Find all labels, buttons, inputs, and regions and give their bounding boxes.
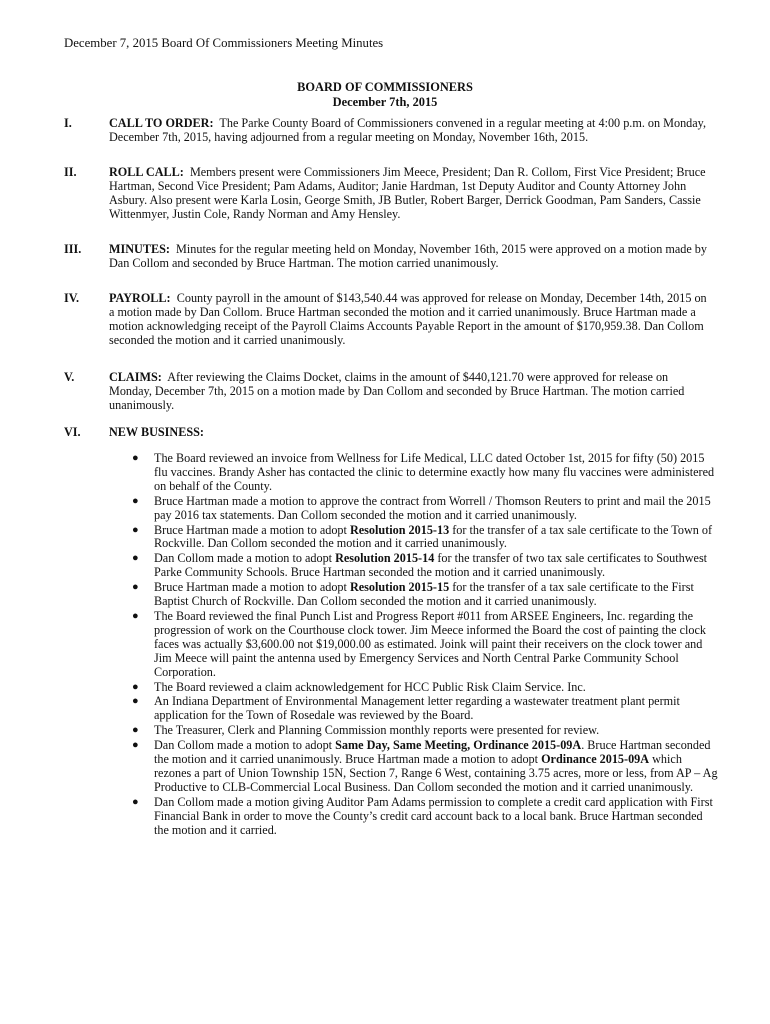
section-label: ROLL CALL: bbox=[109, 165, 184, 179]
list-item bbox=[130, 552, 718, 580]
section-claims bbox=[64, 371, 714, 413]
bullet-icon: ● bbox=[132, 609, 139, 622]
bullet-icon: ● bbox=[132, 695, 139, 708]
list-item-text: The Treasurer, Clerk and Planning Commission monthly reports were presented for review. bbox=[154, 723, 600, 738]
ordinance-title: Same Day, Same Meeting, Ordinance 2015-09A bbox=[335, 738, 582, 753]
section-label: MINUTES: bbox=[109, 242, 170, 256]
list-item-text: Bruce Hartman made a motion to adopt bbox=[154, 522, 350, 537]
section-numeral: VI. bbox=[64, 425, 81, 439]
list-item-text: The Board reviewed a claim acknowledgement for HCC Public Risk Claim Service. Inc. bbox=[154, 679, 586, 694]
resolution-number: Resolution 2015-15 bbox=[349, 580, 450, 595]
document-title bbox=[0, 80, 770, 109]
list-item-text: Bruce Hartman made a motion to adopt bbox=[154, 580, 350, 595]
section-text: Members present were Commissioners Jim Meece, President; Dan R. Collom, First Vice President; Bruce Hartman, Second Vice President; Pam Adams, Auditor; Janie Hardman, 1st Deputy Auditor and County Attorney John Asbury. Also present were Karla Losin, George Smith, JB Butler, Robert Barger, Derrick Goodman, Pam Sanders, Cassie Wittenmyer, Justin Cole, Randy Norman and Amy Hensley. bbox=[109, 165, 706, 221]
section-label: CALL TO ORDER: bbox=[109, 116, 214, 130]
list-item-text: for the transfer of a tax sale certificate to the First Baptist Church of Rockville. Dan Collom seconded the motion and it carried unanimously. bbox=[154, 580, 694, 609]
section-text: The Parke County Board of Commissioners convened in a regular meeting at 4:00 p.m. on Monday, December 7th, 2015, having adjourned from a regular meeting on Monday, November 16th, 2015. bbox=[109, 116, 707, 144]
resolution-number: Resolution 2015-14 bbox=[335, 551, 435, 566]
section-label: NEW BUSINESS: bbox=[109, 425, 204, 439]
list-item bbox=[130, 524, 718, 552]
bullet-icon: ● bbox=[132, 739, 139, 752]
list-item-text: Bruce Hartman made a motion to approve the contract from Worrell / Thomson Reuters to print and mail the 2015 pay 2016 tax statements. Dan Collom seconded the motion and it carried unanimously. bbox=[154, 493, 711, 522]
section-roll-call bbox=[64, 166, 714, 222]
list-item bbox=[130, 695, 718, 723]
section-text: After reviewing the Claims Docket, claims in the amount of $440,121.70 were approved for release on Monday, December 7th, 2015 on a motion made by Dan Collom and seconded by Bruce Hartman. The motion carried unanimously. bbox=[109, 370, 685, 412]
list-item bbox=[130, 681, 718, 695]
section-minutes bbox=[64, 243, 714, 271]
bullet-icon: ● bbox=[132, 724, 139, 737]
running-header: December 7, 2015 Board Of Commissioners Meeting Minutes bbox=[64, 36, 384, 50]
list-item-text: for the transfer of a tax sale certificate to the Town of Rockville. Dan Collom seconded the motion and it carried unanimously. bbox=[154, 522, 713, 551]
section-label: PAYROLL: bbox=[109, 291, 171, 305]
section-label: CLAIMS: bbox=[109, 370, 162, 384]
list-item bbox=[130, 796, 718, 838]
title-board: BOARD OF COMMISSIONERS bbox=[297, 80, 473, 94]
section-numeral: IV. bbox=[64, 291, 80, 305]
section-numeral: III. bbox=[64, 242, 82, 256]
resolution-number: Resolution 2015-13 bbox=[349, 522, 450, 537]
list-item-text: . Bruce Hartman seconded the motion and it carried unanimously. Bruce Hartman made a motion to adopt bbox=[154, 738, 711, 767]
title-date: December 7th, 2015 bbox=[332, 94, 438, 109]
list-item-text: An Indiana Department of Environmental Management letter regarding a wastewater treatment plant permit application for the Town of Rosedale was reviewed by the Board. bbox=[154, 694, 680, 723]
list-item bbox=[130, 724, 718, 738]
bullet-icon: ● bbox=[132, 795, 139, 808]
bullet-icon: ● bbox=[132, 452, 139, 464]
list-item-text: The Board reviewed the final Punch List and Progress Report #011 from ARSEE Engineers, Inc. regarding the progression of work on the Courthouse clock tower. Jim Meece informed the Board the cost of painting the clock faces was actually $3,600.00 not $19,000.00 as estimated. Joink will paint their receivers on the clock tower and Jim Meece will paint the antenna used by Emergency Services and North Central Parke Community School Corporation. bbox=[154, 608, 707, 679]
list-item bbox=[130, 581, 718, 609]
list-item-text: The Board reviewed an invoice from Wellness for Life Medical, LLC dated October 1st, 2015 for fifty (50) 2015 flu vaccines. Brandy Asher has contacted the clinic to determine exactly how many flu vaccines were administered on behalf of the County. bbox=[154, 451, 715, 493]
section-payroll bbox=[64, 292, 714, 348]
list-item-text: which rezones a part of Union Township 15N, Section 7, Range 6 West, containing 3.75 acres, more or less, from AP – Ag Productive to CLB-Commercial Local Business. Dan Collom seconded the motion and it carried unanimously. bbox=[154, 752, 718, 794]
bullet-icon: ● bbox=[132, 552, 139, 565]
list-item bbox=[130, 495, 718, 523]
list-item-text: Dan Collom made a motion to adopt bbox=[154, 551, 336, 566]
section-text: County payroll in the amount of $143,540.44 was approved for release on Monday, December 14th, 2015 on a motion made by Dan Collom. Bruce Hartman seconded the motion and it carried unanimously. Bruce Hartman made a motion acknowledging receipt of the Payroll Claims Accounts Payable Report in the amount of $170,959.38. Dan Collom seconded the motion and it carried unanimously. bbox=[109, 291, 707, 347]
section-text: Minutes for the regular meeting held on Monday, November 16th, 2015 were approved on a motion made by Dan Collom and seconded by Bruce Hartman. The motion carried unanimously. bbox=[109, 242, 707, 270]
list-item-text: for the transfer of two tax sale certificates to Southwest Parke Community Schools. Bruce Hartman seconded the motion and it carried unanimously. bbox=[154, 551, 708, 580]
ordinance-number: Ordinance 2015-09A bbox=[541, 752, 650, 767]
new-business-list bbox=[130, 452, 718, 838]
list-item bbox=[130, 739, 718, 795]
list-item bbox=[130, 452, 718, 494]
list-item-text: Dan Collom made a motion to adopt bbox=[154, 738, 336, 753]
section-numeral: II. bbox=[64, 165, 77, 179]
section-call-to-order bbox=[64, 117, 714, 145]
list-item bbox=[130, 610, 718, 680]
bullet-icon: ● bbox=[132, 523, 139, 536]
bullet-icon: ● bbox=[132, 581, 139, 594]
list-item-text: Dan Collom made a motion giving Auditor Pam Adams permission to complete a credit card application with First Financial Bank in order to move the County’s credit card account back to a local bank. Bruce Hartman seconded the motion and it carried. bbox=[154, 794, 713, 837]
section-numeral: V. bbox=[64, 370, 75, 384]
bullet-icon: ● bbox=[132, 680, 139, 693]
bullet-icon: ● bbox=[132, 494, 139, 507]
section-new-business bbox=[64, 426, 714, 440]
section-numeral: I. bbox=[64, 116, 72, 130]
